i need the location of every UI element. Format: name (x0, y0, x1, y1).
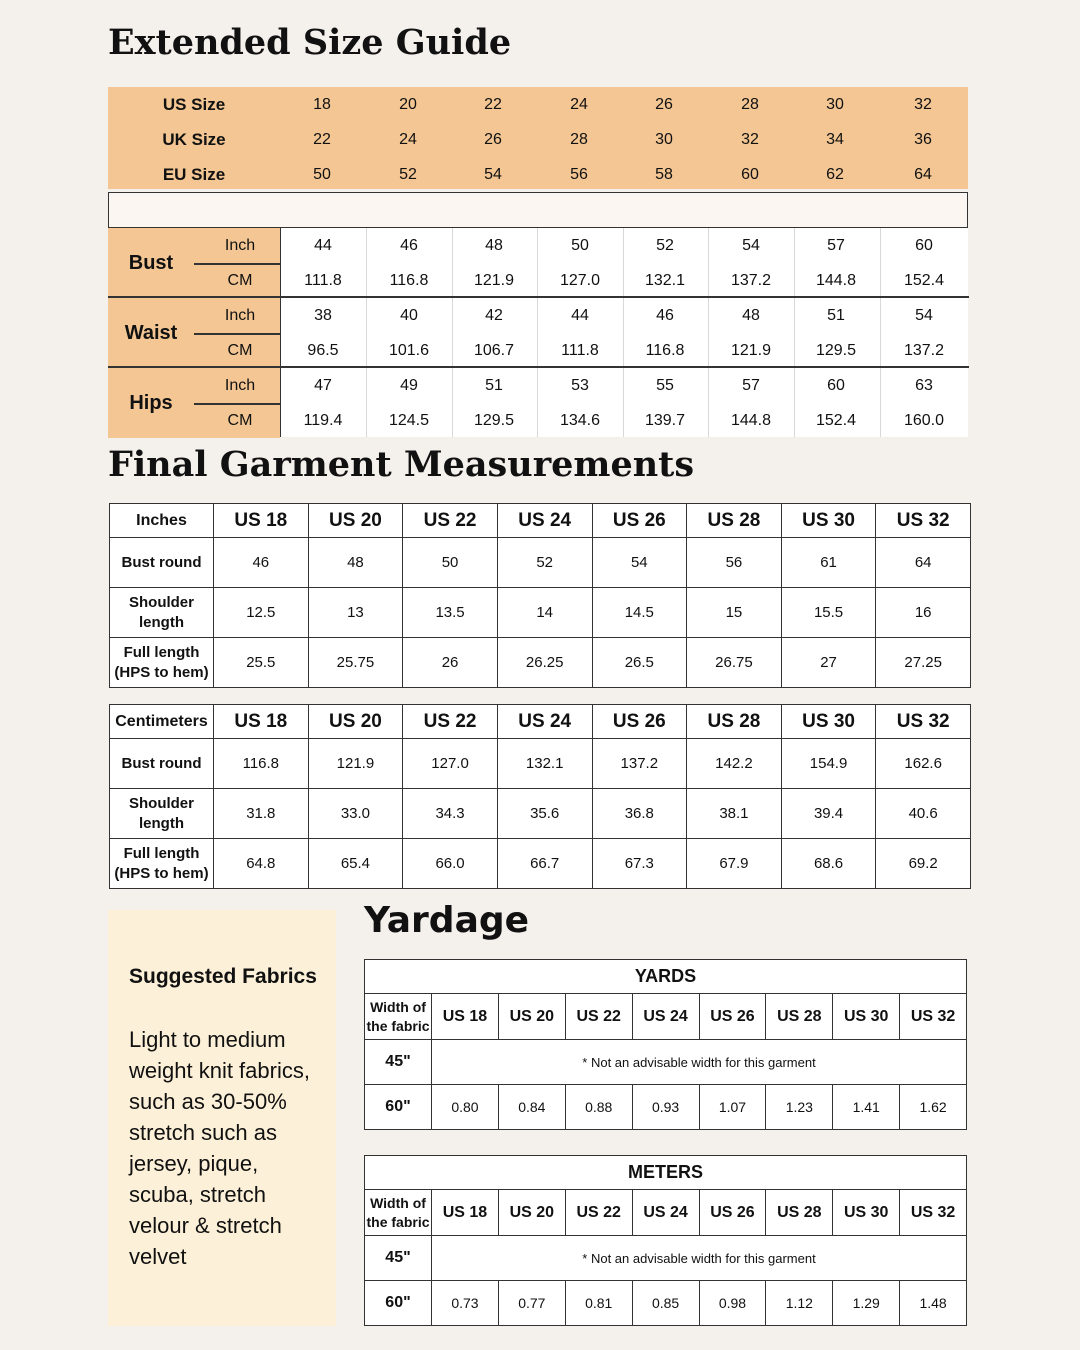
measurement-value: 127.0 (559, 271, 601, 289)
measurement-value: 60 (827, 376, 845, 394)
measurement-value: 154.9 (781, 739, 876, 789)
measurement-value: 111.8 (561, 341, 599, 359)
measurement-value: 42 (485, 306, 503, 324)
size-value: 24 (399, 130, 417, 148)
row-label: 45" (365, 1040, 432, 1085)
size-header-row (365, 994, 967, 1040)
size-value: 22 (313, 130, 331, 148)
measurement-value: 64 (876, 538, 971, 588)
suggested-fabrics-card (108, 910, 336, 1326)
row-label: 60" (365, 1085, 432, 1130)
size-column-header: US 18 (432, 994, 499, 1040)
size-value: 28 (570, 130, 588, 148)
yardage-value: 0.84 (498, 1085, 565, 1130)
table-row (365, 1236, 967, 1281)
table-row (110, 638, 971, 688)
size-value: 26 (655, 95, 673, 113)
suggested-fabrics-title: Suggested Fabrics (129, 965, 317, 988)
size-value: 32 (914, 95, 932, 113)
measurement-value: 116.8 (214, 739, 309, 789)
yardage-value: 0.73 (432, 1281, 499, 1326)
measurement-value: 15 (687, 588, 782, 638)
measurement-value: 52 (497, 538, 592, 588)
measurement-value: 54 (742, 236, 760, 254)
size-value: 26 (484, 130, 502, 148)
body-measurements-values (280, 228, 968, 437)
size-value: 18 (313, 95, 331, 113)
unit-inch-label: Inch (224, 376, 256, 394)
size-value: 24 (570, 95, 588, 113)
row-label: 45" (365, 1236, 432, 1281)
measurement-value: 12.5 (214, 588, 309, 638)
measurement-value: 55 (656, 376, 674, 394)
size-value: 30 (826, 95, 844, 113)
measurement-value: 65.4 (308, 839, 403, 889)
row-label: Full length (HPS to hem) (110, 638, 214, 688)
measurement-value: 33.0 (308, 789, 403, 839)
measurement-value: 40 (400, 306, 418, 324)
measurement-value: 54 (592, 538, 687, 588)
size-value: 30 (655, 130, 673, 148)
size-column-header: US 30 (781, 705, 876, 739)
measurement-value: 137.2 (730, 271, 772, 289)
measurement-value: 14.5 (592, 588, 687, 638)
size-system-label: UK Size (162, 129, 226, 149)
measurement-value: 13 (308, 588, 403, 638)
size-value: 28 (741, 95, 759, 113)
size-column-header: US 20 (308, 504, 403, 538)
size-column-header: US 22 (565, 994, 632, 1040)
measurement-value: 53 (571, 376, 589, 394)
measurement-value: 111.8 (304, 271, 342, 289)
measurement-value: 56 (687, 538, 782, 588)
measurement-value: 57 (827, 236, 845, 254)
not-advisable-note: * Not an advisable width for this garment (432, 1236, 967, 1281)
measurement-value: 46 (214, 538, 309, 588)
unit-cm-label: CM (227, 271, 253, 289)
garment-inches-table (109, 503, 971, 688)
size-guide-spacer (108, 192, 968, 228)
size-column-header: US 32 (900, 1190, 967, 1236)
measurement-value: 106.7 (473, 341, 515, 359)
measurement-value: 144.8 (815, 271, 857, 289)
unit-title: YARDS (365, 960, 967, 994)
yardage-value: 0.81 (565, 1281, 632, 1326)
measurement-value: 46 (400, 236, 418, 254)
size-value: 50 (313, 165, 331, 183)
table-row (110, 588, 971, 638)
size-value: 64 (914, 165, 932, 183)
measurement-value: 49 (400, 376, 418, 394)
table-row (365, 1085, 967, 1130)
measurement-value: 34.3 (403, 789, 498, 839)
size-column-header: US 20 (308, 705, 403, 739)
measurement-value: 36.8 (592, 789, 687, 839)
size-column-header: US 26 (699, 1190, 766, 1236)
measurement-value: 116.8 (645, 341, 685, 359)
size-value: 62 (826, 165, 844, 183)
table-row (110, 538, 971, 588)
size-column-header: US 32 (900, 994, 967, 1040)
measurement-value: 132.1 (644, 271, 686, 289)
size-value: 20 (399, 95, 417, 113)
size-column-header: US 22 (403, 504, 498, 538)
measurement-value: 38.1 (687, 789, 782, 839)
measurement-value: 54 (915, 306, 933, 324)
size-column-header: US 32 (876, 705, 971, 739)
measurement-value: 25.5 (214, 638, 309, 688)
measurement-value: 134.6 (559, 411, 601, 429)
size-column-header: US 30 (781, 504, 876, 538)
size-column-header: US 22 (403, 705, 498, 739)
table-row (365, 1281, 967, 1326)
measurement-value: 14 (497, 588, 592, 638)
unit-label: Inches (110, 504, 214, 538)
measurement-value: 50 (571, 236, 589, 254)
measurement-value: 44 (314, 236, 332, 254)
unit-divider (194, 263, 280, 265)
measurement-value: 47 (314, 376, 332, 394)
size-column-header: US 28 (687, 705, 782, 739)
size-column-header: US 28 (766, 994, 833, 1040)
measurement-value: 63 (915, 376, 933, 394)
size-header-row (108, 122, 968, 157)
measurement-value: 50 (403, 538, 498, 588)
unit-inch-label: Inch (224, 236, 256, 254)
measurement-value: 121.9 (308, 739, 403, 789)
measurement-value: 69.2 (876, 839, 971, 889)
table-row (110, 789, 971, 839)
measurement-value: 26.5 (592, 638, 687, 688)
measurement-value: 121.9 (730, 341, 772, 359)
measurement-value: 129.5 (473, 411, 515, 429)
body-measurements (108, 228, 968, 437)
size-header-row (108, 87, 968, 122)
size-guide-title: Extended Size Guide (108, 22, 512, 63)
yardage-meters-table (364, 1155, 967, 1326)
measurement-value: 66.0 (403, 839, 498, 889)
suggested-fabrics-text: Light to medium weight knit fabrics, such as 30-50% stretch such as jersey, pique, scuba, stretch velour & stretch velvet (129, 1027, 310, 1269)
yardage-value: 0.80 (432, 1085, 499, 1130)
measurement-value: 67.9 (687, 839, 782, 889)
size-column-header: US 20 (498, 994, 565, 1040)
size-value: 52 (399, 165, 417, 183)
yardage-value: 1.23 (766, 1085, 833, 1130)
measurement-value: 61 (781, 538, 876, 588)
measurement-value: 124.5 (388, 411, 430, 429)
unit-title: METERS (365, 1156, 967, 1190)
size-column-header: US 20 (498, 1190, 565, 1236)
measurement-value: 160.0 (903, 411, 945, 429)
measurement-value: 127.0 (403, 739, 498, 789)
measurement-value: 27.25 (876, 638, 971, 688)
measurement-value: 48 (742, 306, 760, 324)
measurement-value: 38 (314, 306, 332, 324)
size-column-header: US 24 (497, 504, 592, 538)
table-row (365, 1040, 967, 1085)
measurement-value: 35.6 (497, 789, 592, 839)
column-divider (623, 228, 624, 437)
measurement-value: 137.2 (903, 341, 945, 359)
size-column-header: US 28 (766, 1190, 833, 1236)
measurement-value: 152.4 (903, 271, 945, 289)
measurement-value: 142.2 (687, 739, 782, 789)
measurement-name: Bust (128, 251, 174, 274)
column-divider (708, 228, 709, 437)
measurement-group-hips (108, 368, 280, 438)
size-header-row (365, 1190, 967, 1236)
measurement-value: 25.75 (308, 638, 403, 688)
measurement-value: 26.75 (687, 638, 782, 688)
measurement-value: 68.6 (781, 839, 876, 889)
size-column-header: US 30 (833, 994, 900, 1040)
size-column-header: US 24 (632, 994, 699, 1040)
size-conversion-header (108, 87, 968, 189)
measurement-value: 26 (403, 638, 498, 688)
yardage-value: 0.98 (699, 1281, 766, 1326)
unit-inch-label: Inch (224, 306, 256, 324)
measurement-value: 66.7 (497, 839, 592, 889)
measurement-name: Waist (124, 321, 178, 344)
measurement-value: 116.8 (389, 271, 429, 289)
size-column-header: US 26 (592, 705, 687, 739)
yardage-value: 1.12 (766, 1281, 833, 1326)
size-value: 58 (655, 165, 673, 183)
unit-cm-label: CM (227, 341, 253, 359)
size-column-header: US 24 (497, 705, 592, 739)
width-label: Width of the fabric (365, 994, 432, 1040)
measurement-value: 139.7 (644, 411, 686, 429)
measurement-group-waist (108, 298, 280, 368)
size-value: 22 (484, 95, 502, 113)
size-system-label: EU Size (162, 164, 226, 184)
yardage-yards-table (364, 959, 967, 1130)
width-label: Width of the fabric (365, 1190, 432, 1236)
measurement-group-bust (108, 228, 280, 298)
size-column-header: US 24 (632, 1190, 699, 1236)
measurement-value: 31.8 (214, 789, 309, 839)
yardage-title: Yardage (364, 900, 530, 941)
measurement-value: 27 (781, 638, 876, 688)
measurement-value: 40.6 (876, 789, 971, 839)
measurement-value: 101.6 (388, 341, 430, 359)
measurement-value: 15.5 (781, 588, 876, 638)
table-row (110, 839, 971, 889)
measurement-value: 51 (485, 376, 503, 394)
size-value: 34 (826, 130, 844, 148)
row-label: Full length (HPS to hem) (110, 839, 214, 889)
size-value: 54 (484, 165, 502, 183)
measurement-value: 144.8 (730, 411, 772, 429)
yardage-value: 1.07 (699, 1085, 766, 1130)
unit-divider (194, 403, 280, 405)
size-system-label: US Size (162, 94, 226, 114)
garment-measurements-title: Final Garment Measurements (108, 444, 695, 485)
measurement-value: 48 (485, 236, 503, 254)
measurement-value: 57 (742, 376, 760, 394)
measurement-value: 152.4 (815, 411, 857, 429)
yardage-value: 1.48 (900, 1281, 967, 1326)
unit-title-row (365, 960, 967, 994)
measurement-value: 51 (827, 306, 845, 324)
yardage-value: 0.88 (565, 1085, 632, 1130)
not-advisable-note: * Not an advisable width for this garment (432, 1040, 967, 1085)
size-value: 60 (741, 165, 759, 183)
column-divider (366, 228, 367, 437)
size-column-header: US 28 (687, 504, 782, 538)
column-divider (794, 228, 795, 437)
row-label: Shoulder length (110, 789, 214, 839)
yardage-value: 1.62 (900, 1085, 967, 1130)
measurement-value: 67.3 (592, 839, 687, 889)
measurement-value: 119.4 (303, 411, 343, 429)
unit-cm-label: CM (227, 411, 253, 429)
table-row (110, 739, 971, 789)
size-value: 36 (914, 130, 932, 148)
yardage-value: 0.85 (632, 1281, 699, 1326)
column-divider (537, 228, 538, 437)
measurement-value: 121.9 (473, 271, 515, 289)
column-divider (880, 228, 881, 437)
measurement-value: 26.25 (497, 638, 592, 688)
yardage-value: 0.77 (498, 1281, 565, 1326)
size-column-header: US 30 (833, 1190, 900, 1236)
measurement-value: 162.6 (876, 739, 971, 789)
size-column-header: US 18 (432, 1190, 499, 1236)
size-header-row (108, 157, 968, 192)
yardage-value: 1.41 (833, 1085, 900, 1130)
row-label: 60" (365, 1281, 432, 1326)
size-column-header: US 32 (876, 504, 971, 538)
measurement-value: 96.5 (307, 341, 339, 359)
row-label: Bust round (110, 538, 214, 588)
measurement-value: 48 (308, 538, 403, 588)
size-value: 32 (741, 130, 759, 148)
measurement-value: 39.4 (781, 789, 876, 839)
row-label: Bust round (110, 739, 214, 789)
unit-divider (194, 333, 280, 335)
size-column-header: US 26 (699, 994, 766, 1040)
measurement-value: 137.2 (592, 739, 687, 789)
size-value: 56 (570, 165, 588, 183)
measurement-value: 16 (876, 588, 971, 638)
size-column-header: US 22 (565, 1190, 632, 1236)
garment-centimeters-table (109, 704, 971, 889)
measurement-value: 60 (915, 236, 933, 254)
size-column-header: US 18 (214, 705, 309, 739)
unit-title-row (365, 1156, 967, 1190)
measurement-value: 44 (571, 306, 589, 324)
measurement-value: 132.1 (497, 739, 592, 789)
size-column-header: US 26 (592, 504, 687, 538)
yardage-value: 0.93 (632, 1085, 699, 1130)
size-column-header: US 18 (214, 504, 309, 538)
column-divider (452, 228, 453, 437)
measurement-value: 52 (656, 236, 674, 254)
measurement-value: 46 (656, 306, 674, 324)
measurement-value: 64.8 (214, 839, 309, 889)
measurement-name: Hips (129, 391, 173, 414)
measurement-value: 129.5 (815, 341, 857, 359)
yardage-value: 1.29 (833, 1281, 900, 1326)
row-label: Shoulder length (110, 588, 214, 638)
measurement-value: 13.5 (403, 588, 498, 638)
unit-label: Centimeters (110, 705, 214, 739)
